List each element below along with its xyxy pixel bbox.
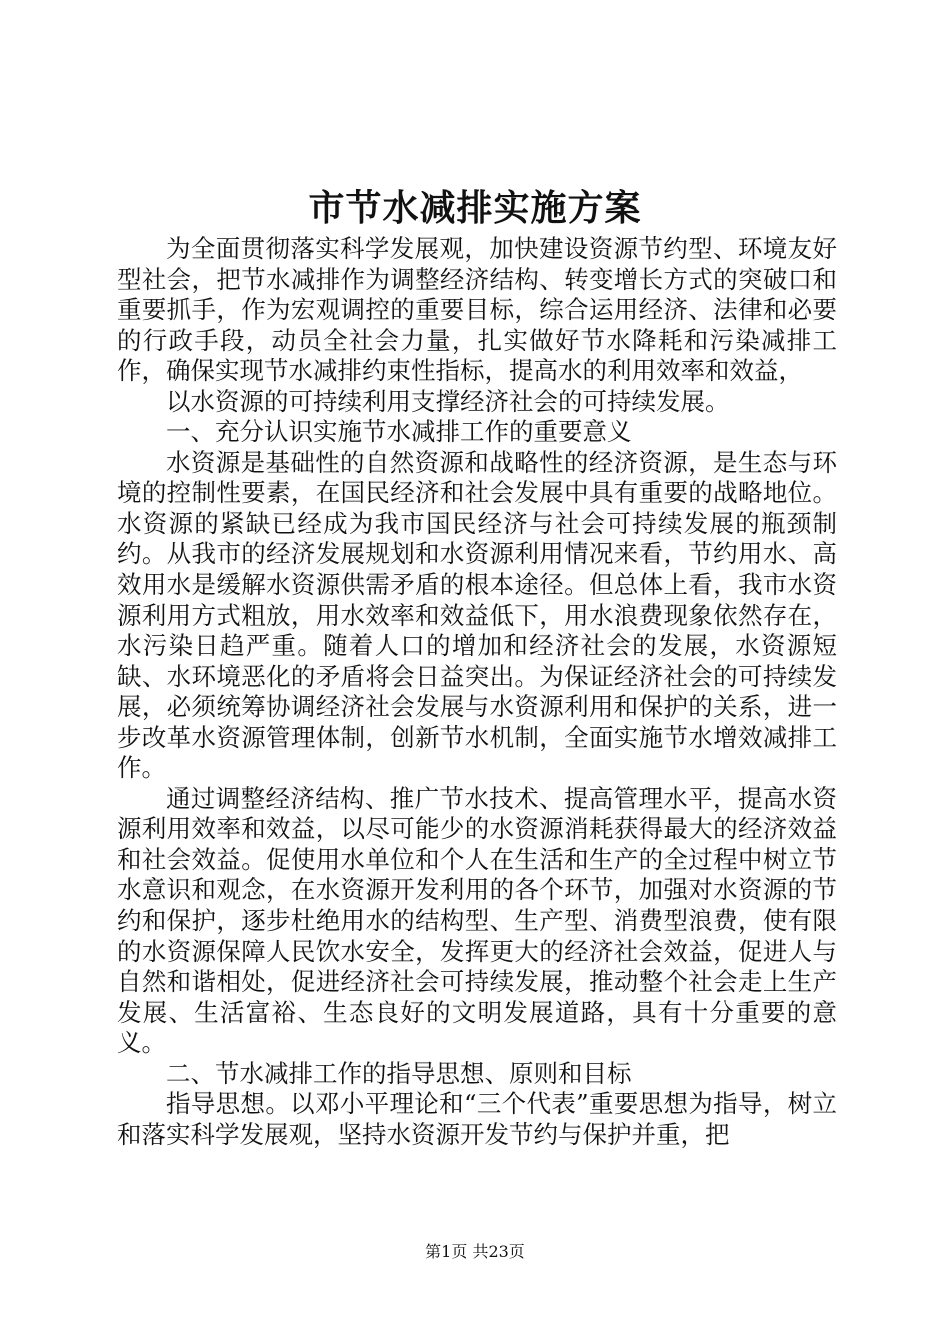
section-heading-2: 二、节水减排工作的指导思想、原则和目标 — [166, 1058, 632, 1088]
document-title: 市节水减排实施方案 — [308, 187, 642, 229]
paragraph-intro: 为全面贯彻落实科学发展观，加快建设资源节约型、环境友好型社会，把节水减排作为调整经济结构、转变增长方式的突破口和重要抓手，作为宏观调控的重要目标，综合运用经济、法律和必要的行政手段，动员全社会力量，扎实做好节水降耗和污染减排工作，确保实现节水减排约束性指标，提高水的利用效率和效益， — [117, 234, 837, 386]
section-heading-1: 一、充分认识实施节水减排工作的重要意义 — [166, 417, 632, 447]
page-number-footer: 第1页 共23页 — [425, 1242, 525, 1261]
paragraph-significance: 通过调整经济结构、推广节水技术、提高管理水平，提高水资源利用效率和效益，以尽可能少的水资源消耗获得最大的经济效益和社会效益。促使用水单位和个人在生活和生产的全过程中树立节水意识和观念，在水资源开发利用的各个环节，加强对水资源的节约和保护，逐步杜绝用水的结构型、生产型、消费型浪费，使有限的水资源保障人民饮水安全，发挥更大的经济社会效益，促进人与自然和谐相处，促进经济社会可持续发展，推动整个社会走上生产发展、生活富裕、生态良好的文明发展道路，具有十分重要的意义。 — [117, 783, 837, 1058]
paragraph-guiding-thought: 指导思想。以邓小平理论和“三个代表”重要思想为指导，树立和落实科学发展观，坚持水资源开发节约与保护并重，把 — [117, 1089, 837, 1149]
paragraph-water-resources: 水资源是基础性的自然资源和战略性的经济资源，是生态与环境的控制性要素，在国民经济和社会发展中具有重要的战略地位。水资源的紧缺已经成为我市国民经济与社会可持续发展的瓶颈制约。从我市的经济发展规划和水资源利用情况来看，节约用水、高效用水是缓解水资源供需矛盾的根本途径。但总体上看，我市水资源利用方式粗放，用水效率和效益低下，用水浪费现象依然存在，水污染日趋严重。随着人口的增加和经济社会的发展，水资源短缺、水环境恶化的矛盾将会日益突出。为保证经济社会的可持续发展，必须统筹协调经济社会发展与水资源利用和保护的关系，进一步改革水资源管理体制，创新节水机制，全面实施节水增效减排工作。 — [117, 447, 837, 783]
paragraph-intro-continued: 以水资源的可持续利用支撑经济社会的可持续发展。 — [166, 386, 730, 416]
document-body — [117, 234, 837, 1150]
